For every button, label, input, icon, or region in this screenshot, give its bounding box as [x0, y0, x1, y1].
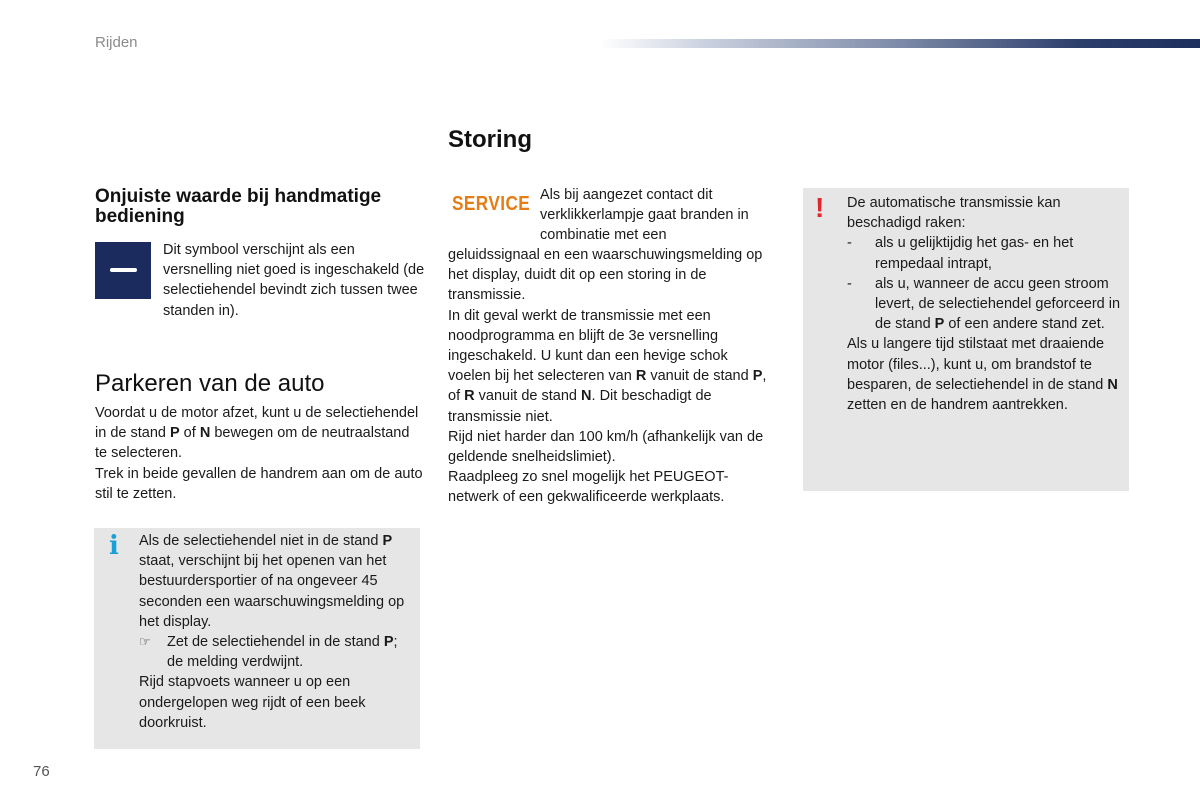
info-text	[139, 531, 415, 733]
storing-intro: Als bij aangezet contact dit verklikkerlampje gaat branden in combinatie met een	[540, 187, 749, 244]
parking-text	[95, 403, 425, 504]
parking-title: Parkeren van de auto	[95, 370, 325, 397]
warning-paragraph-2: Als u langere tijd stilstaat met draaiende motor (files...), kunt u, om brandstof te besparen, de selectiehendel in de stand N zetten en de handrem aantrekken.	[847, 336, 1118, 414]
warning-icon: !	[815, 192, 825, 223]
gear-error-symbol-icon	[95, 242, 151, 299]
storing-paragraph-2: In dit geval werkt de transmissie met een noodprogramma en blijft de 3e versnelling ingeschakeld. U kunt dan een hevige schok voelen bij het selecteren van R vanuit de stand P, of R vanuit de stand N. Dit beschadigt de transmissie niet.	[448, 307, 767, 425]
storing-paragraph-3: Rijd niet harder dan 100 km/h (afhankelijk van de geldende snelheidslimiet).	[448, 428, 764, 466]
service-warning-lamp-icon: SERVICE	[452, 193, 531, 215]
info-bullet: ☞ Zet de selectiehendel in de stand P; de melding verdwijnt.	[139, 632, 415, 672]
info-paragraph-1: Als de selectiehendel niet in de stand P staat, verschijnt bij het openen van het bestuurdersportier of na ongeveer 45 seconden een waarschuwingsmelding op het display.	[139, 533, 405, 630]
warning-paragraph-1: De automatische transmissie kan beschadigd raken:	[847, 195, 1061, 232]
parking-paragraph-1: Voordat u de motor afzet, kunt u de selectiehendel in de stand P of N bewegen om de neutraalstand te selecteren.	[95, 405, 419, 462]
storing-paragraph-4: Raadpleeg zo snel mogelijk het PEUGEOT-netwerk of een gekwalificeerde werkplaats.	[448, 469, 729, 506]
manual-mode-subheading: Onjuiste waarde bij handmatige bediening	[95, 186, 382, 227]
warning-list-item: - als u, wanneer de accu geen stroom levert, de selectiehendel geforceerd in de stand P of een andere stand zet.	[847, 275, 1121, 333]
storing-paragraph-1: geluidssignaal en een waarschuwingsmelding op het display, duidt dit op een storing in de transmissie.	[448, 247, 763, 304]
warning-text	[847, 193, 1127, 415]
header-gradient-bar	[600, 39, 1200, 48]
storing-text	[448, 245, 773, 508]
page-number: 76	[33, 763, 50, 780]
section-label: Rijden	[95, 34, 138, 51]
parking-paragraph-2: Trek in beide gevallen de handrem aan om de auto stil te zetten.	[95, 465, 423, 502]
symbol-description: Dit symbool verschijnt als een versnelling niet goed is ingeschakeld (de selectiehendel bevindt zich tussen twee standen in).	[163, 242, 425, 319]
pointing-hand-icon: ☞	[139, 634, 151, 650]
storing-title: Storing	[448, 126, 532, 153]
info-icon: i	[109, 531, 119, 561]
warning-list-item: - als u gelijktijdig het gas- en het rempedaal intrapt,	[847, 235, 1074, 272]
info-paragraph-2: Rijd stapvoets wanneer u op een ondergelopen weg rijdt of een beek doorkruist.	[139, 674, 366, 731]
